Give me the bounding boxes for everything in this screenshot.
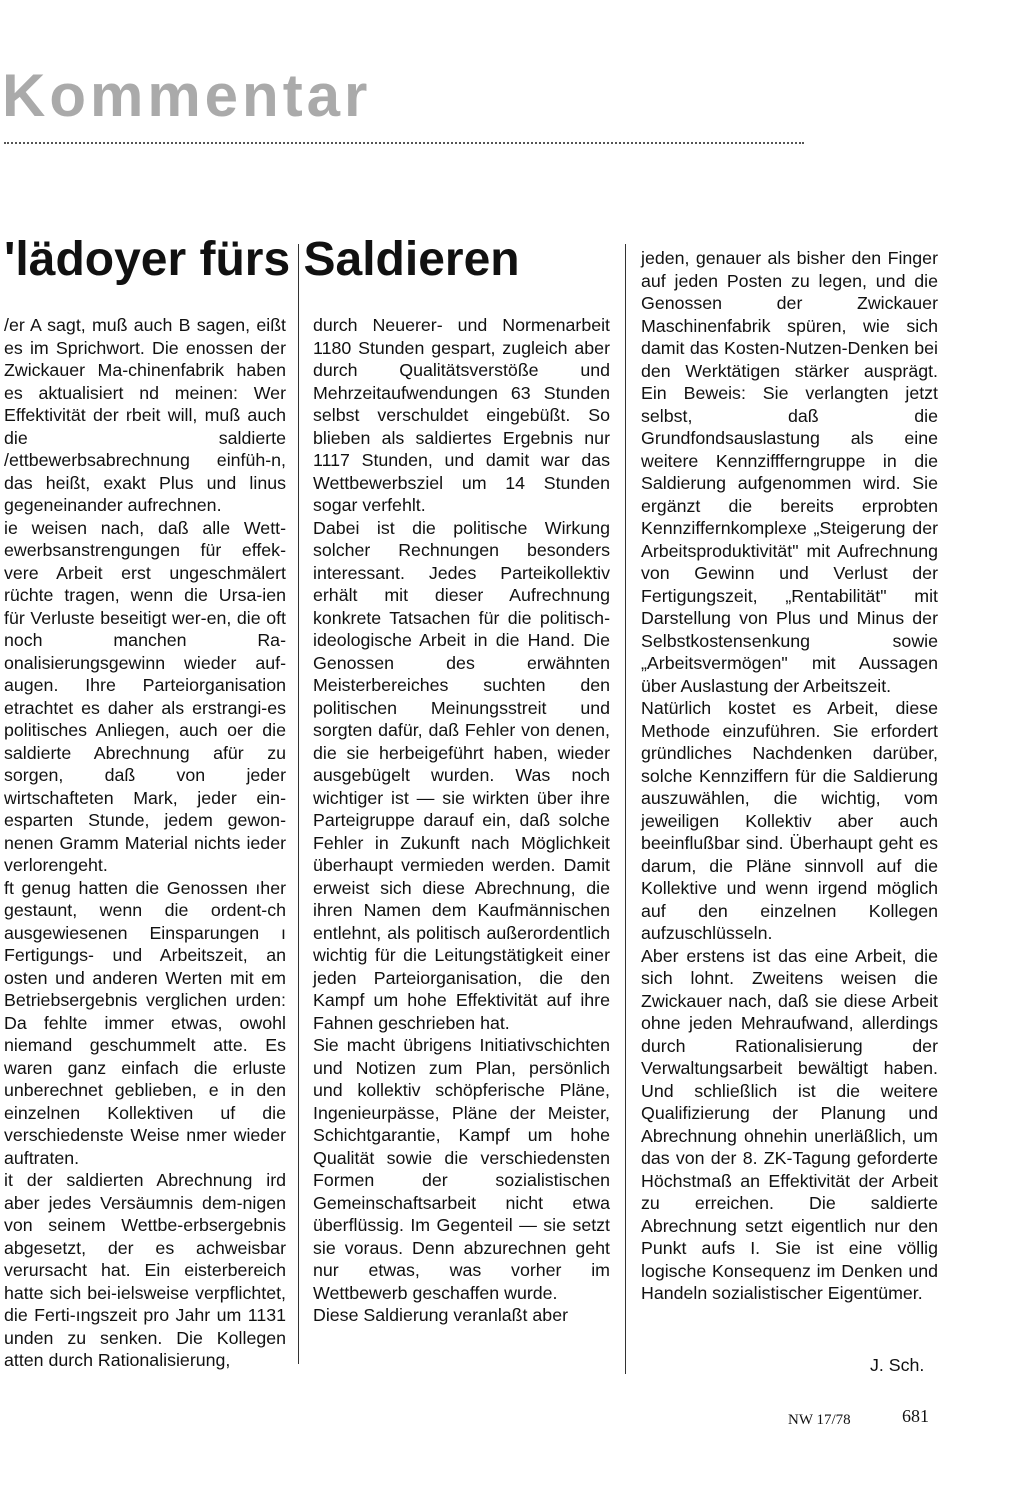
section-label: Kommentar (2, 62, 372, 129)
article-column-3 (641, 247, 938, 1305)
paragraph: Diese Saldierung veranlaßt aber (313, 1305, 569, 1325)
article-headline: 'lädoyer fürs Saldieren (4, 233, 520, 286)
paragraph: jeden, genauer als bisher den Finger auf jeden Posten zu legen, und die Genossen der Zwickauer Maschinenfabrik spüren, wie sich damit das Kosten-Nutzen-Denken bei den Werktätigen stärker ausprägt. Ein Beweis: Sie verlangten jetzt selbst, daß die Grundfondsauslastung als eine weitere Kennziffferngruppe in die Saldierung aufgenommen wird. Sie ergänzt die bereits erprobten Kennziffernkomplexe „Steigerung der Arbeitsproduktivität" mit Aufrechnung von Gewinn und Verlust der Fertigungszeit, „Rentabilität" mit Darstellung von Plus und Minus der Selbstkostensenkung sowie „Arbeitsvermögen" mit Aussagen über Auslastung der Arbeitszeit. (641, 248, 938, 696)
article-column-2 (313, 314, 610, 1327)
paragraph: ft genug hatten die Genossen ıher gestaunt, wenn die ordent-ch ausgewiesenen Einsparungen ı Fertigungs- und Arbeitszeit, an osten und anderen Werten mit em Betriebsergebnis verglichen urden: Da fehlte immer etwas, owohl niemand geschummelt atte. Es waren ganz einfach die erluste unberechnet geblieben, e in den einzelnen Kollektiven uf die verschiedenste Weise nmer wieder auftraten. (4, 877, 286, 1168)
paragraph: durch Neuerer- und Normenarbeit 1180 Stunden gespart, zugleich aber durch Qualitätsverstöße und Mehrzeitaufwendungen 63 Stunden selbst verschuldet eingebüßt. So blieben als saldiertes Ergebnis nur 1117 Stunden, und damit war das Wettbewerbsziel um 14 Stunden sogar verfehlt. (313, 315, 610, 515)
article-column-1 (4, 314, 286, 1372)
page-number: 681 (902, 1406, 929, 1426)
paragraph: Natürlich kostet es Arbeit, diese Methode einzuführen. Sie erfordert gründliches Nachdenken darüber, solche Kennziffern für die Saldierung auszuwählen, die wichtig, vom jeweiligen Kollektiv aber auch beeinflußbar sind. Überhaupt geht es darum, die Pläne sinnvoll auf die Kollektive und wenn irgend möglich auf den einzelnen Kollegen aufzuschlüsseln. (641, 698, 938, 943)
paragraph: Aber erstens ist das eine Arbeit, die sich lohnt. Zweitens weisen die Zwickauer nach, daß sie diese Arbeit ohne jeden Mehraufwand, allerdings durch Rationalisierung der Verwaltungsarbeit bewältigt haben. Und schließlich ist die weitere Qualifizierung der Planung und Abrechnung ohnehin unerläßlich, um das von der 8. ZK-Tagung geforderte Höchstmaß an Effektivität der Arbeit zu erreichen. Die saldierte Abrechnung setzt eigentlich nur den Punkt aufs I. Sie ist eine völlig logische Konsequenz im Denken und Handeln sozialistischer Eigentümer. (641, 945, 938, 1303)
paragraph: it der saldierten Abrechnung ird aber jedes Versäumnis dem-nigen von seinem Wettbe-erbsergebnis abgesetzt, der es achweisbar verursacht hat. Ein eisterbereich hatte sich bei-ielsweise verpflichtet, die Ferti-ıngszeit pro Jahr um 1131 unden zu senken. Die Kollegen atten durch Rationalisierung, (4, 1170, 286, 1370)
issue-reference: NW 17/78 (788, 1412, 851, 1428)
author-signature: J. Sch. (870, 1355, 925, 1375)
paragraph: ie weisen nach, daß alle Wett-ewerbsanstrengungen für effek-vere Arbeit erst ungeschmälert rüchte tragen, wenn die Ursa-ien für Verluste beseitigt wer-en, die oft noch manchen Ra-onalisierungsgewinn wieder auf-augen. Ihre Parteiorganisation etrachtet es daher als erstrangi-es politisches Anliegen, auch oer die saldierte Abrechnung afür zu sorgen, daß von jeder wirtschafteten Mark, jeder ein-esparten Stunde, jedem gewon-nenen Gramm Material nichts ieder verlorengeht. (4, 517, 286, 875)
paragraph: /er A sagt, muß auch B sagen, eißt es im Sprichwort. Die enossen der Zwickauer Ma-chinenfabrik haben es aktualisiert nd meinen: Wer Effektivität der rbeit will, muß auch die saldierte /ettbewerbsabrechnung einfüh-n, das heißt, exakt Plus und linus gegeneinander aufrechnen. (4, 315, 286, 515)
column-divider (625, 244, 626, 1374)
paragraph: Sie macht übrigens Initiativschichten und Notizen zum Plan, persönlich und kollektiv schöpferische Pläne, Ingenieurpässe, Pläne der Meister, Schichtgarantie, Kampf um hohe Qualität sowie die verschiedensten Formen der sozialistischen Gemeinschaftsarbeit nicht etwa überflüssig. Im Gegenteil — sie setzt sie voraus. Denn abzurechnen geht nur etwas, was vorher im Wettbewerb geschaffen wurde. (313, 1035, 610, 1303)
paragraph: Dabei ist die politische Wirkung solcher Rechnungen besonders interessant. Jedes Parteikollektiv erhält mit dieser Aufrechnung konkrete Tatsachen für die politisch-ideologische Arbeit in die Hand. Die Genossen des erwähnten Meisterbereiches suchten den politischen Meinungsstreit und sorgten dafür, daß Fehler von denen, die sie herbeigeführt haben, wieder ausgebügelt wurden. Was noch wichtiger ist — sie wirkten über ihre Parteigruppe darauf ein, daß solche Fehler in Zukunft nach Möglichkeit überhaupt vermieden werden. Damit erweist sich diese Abrechnung, die ihren Namen dem Kaufmännischen entlehnt, als politisch außerordentlich wichtig für die Leitungstätigkeit einer jeden Parteiorganisation, die den Kampf um hohe Effektivität auf ihre Fahnen geschrieben hat. (313, 517, 610, 1033)
section-rule (4, 142, 804, 144)
column-divider (298, 244, 299, 1364)
